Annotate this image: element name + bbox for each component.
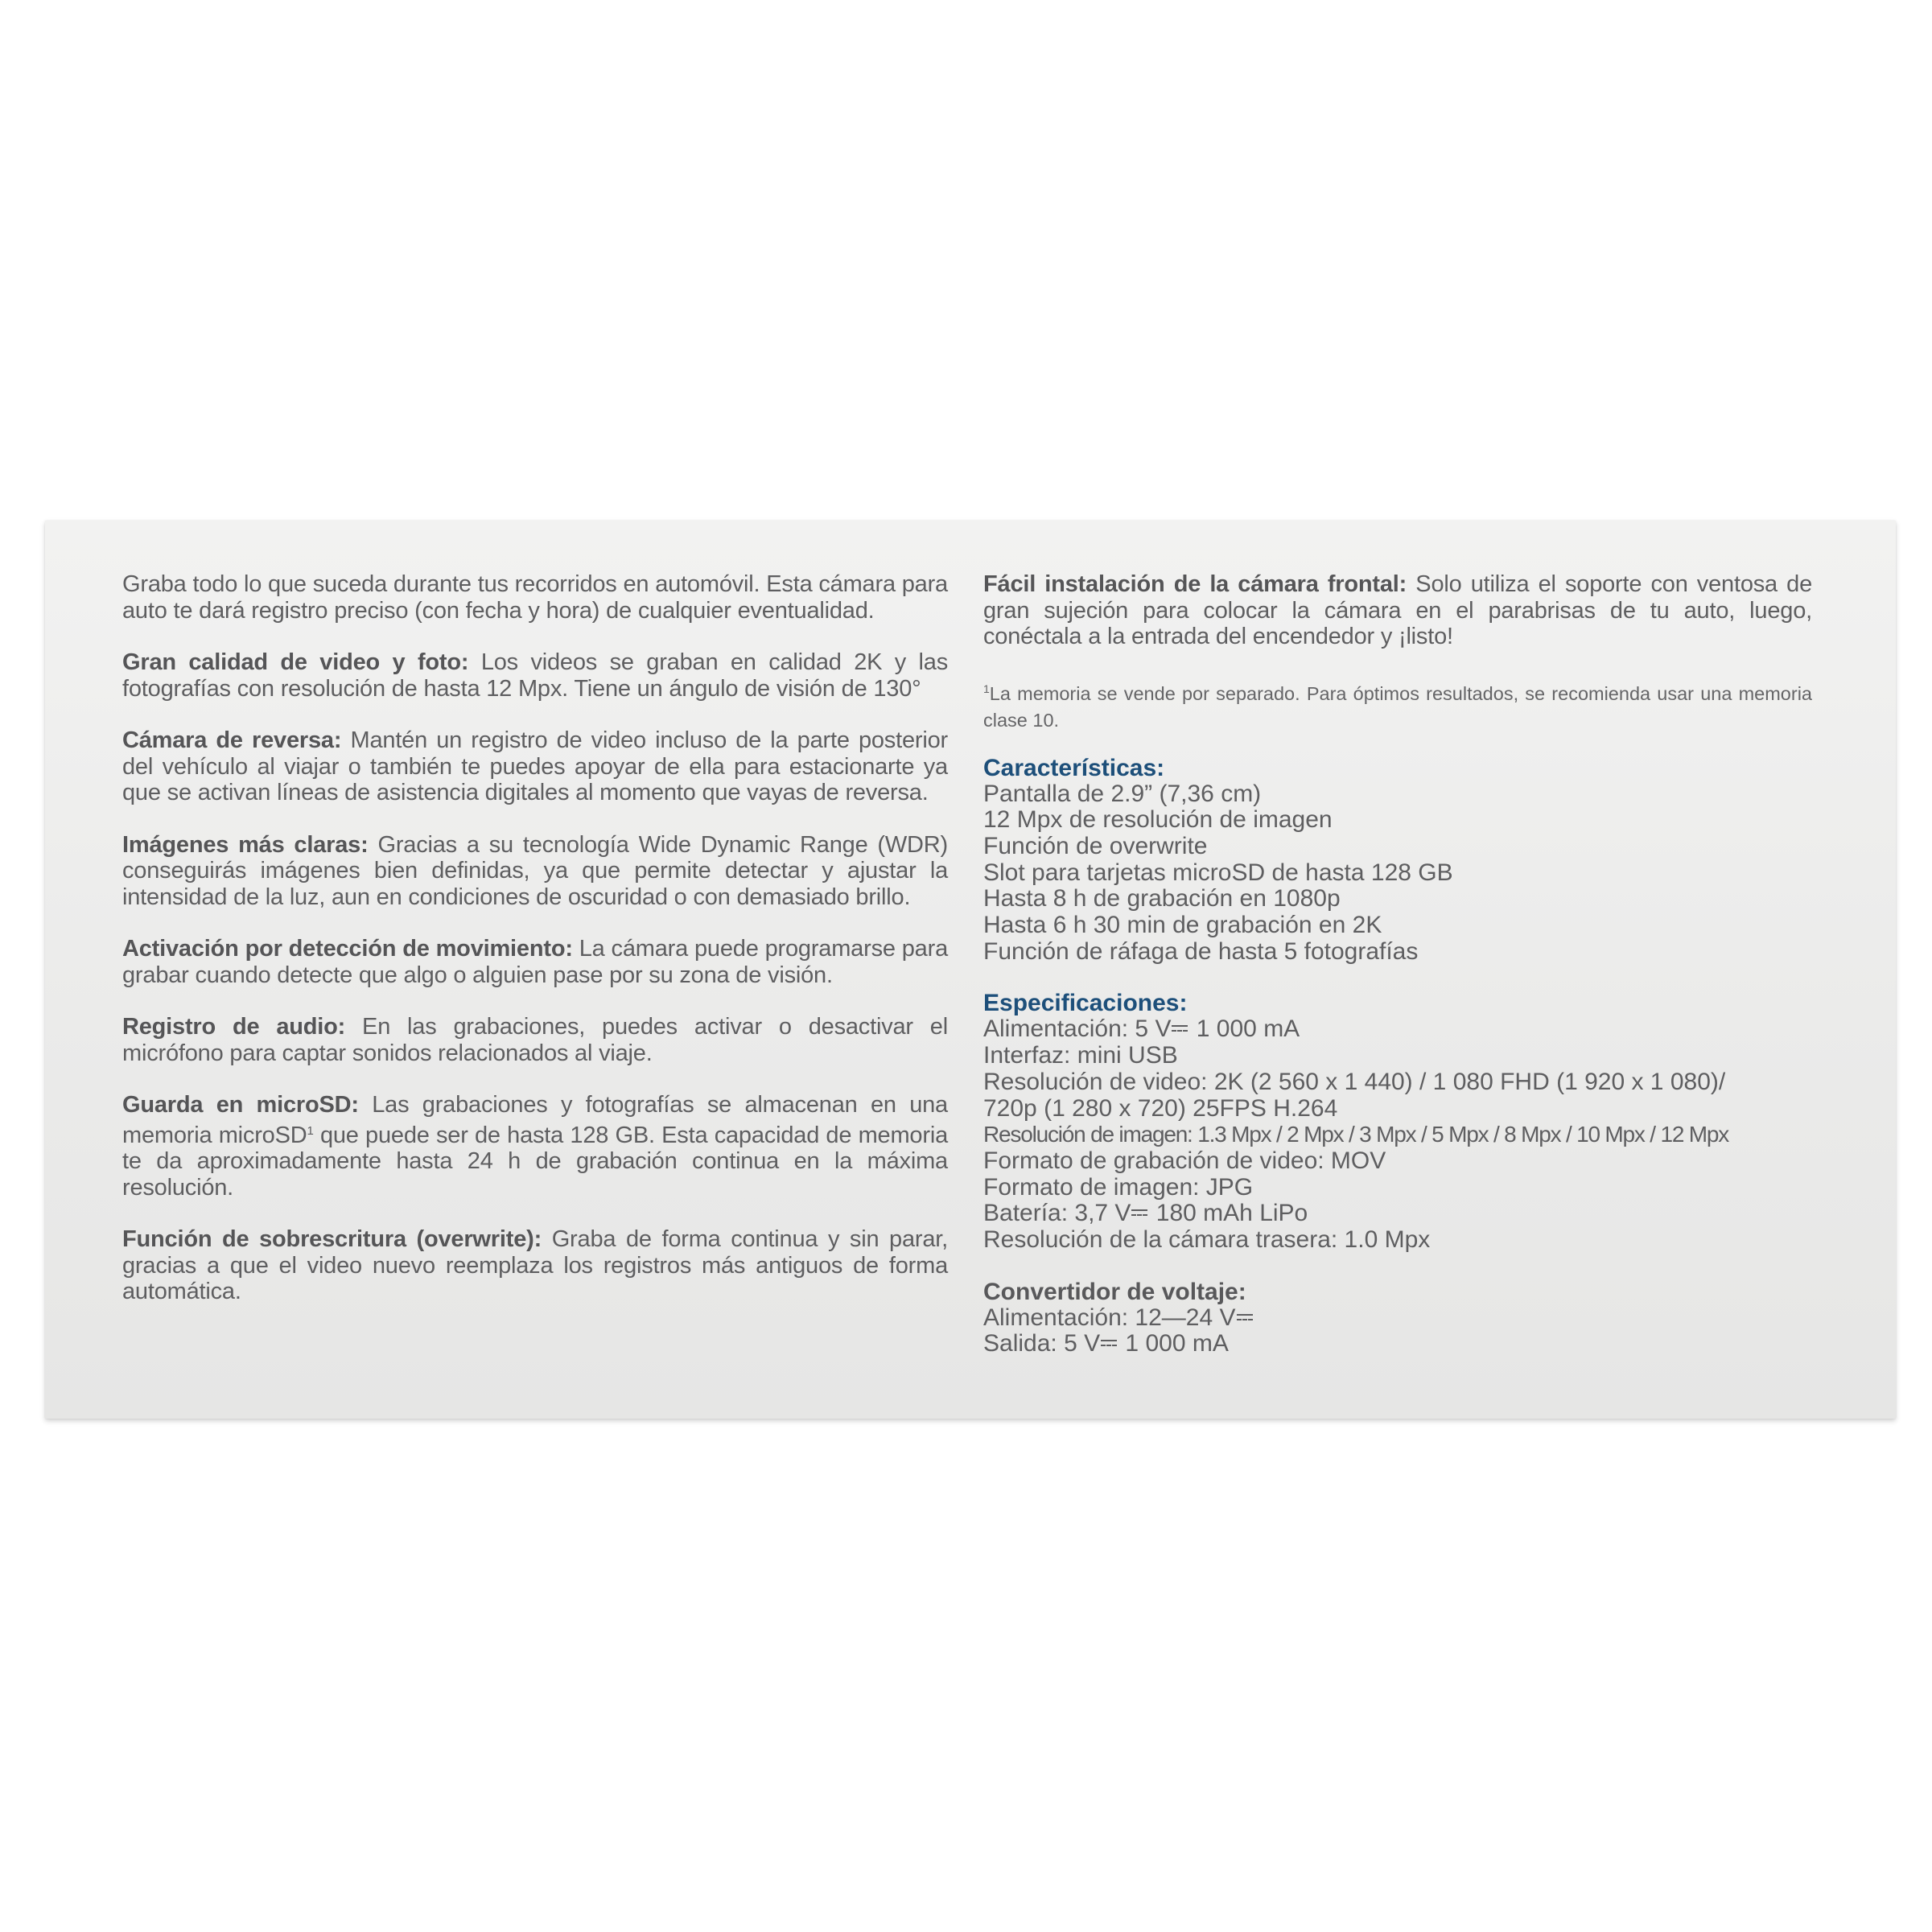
list-item: Hasta 8 h de grabación en 1080p	[983, 885, 1341, 912]
feature-text: Los videos se graban en calidad 2K y las fotografías con resolución de hasta 12 Mpx. Tiene un ángulo de visión de 130°	[122, 649, 948, 702]
feature-title: Fácil instalación de la cámara frontal:	[983, 571, 1407, 597]
spec-text: Batería: 3,7 V	[983, 1200, 1131, 1227]
spec-text: 180 mAh LiPo	[1149, 1200, 1308, 1227]
dc-voltage-icon	[1172, 1023, 1188, 1034]
especificaciones-list	[983, 1016, 1812, 1253]
feature-title: Cámara de reversa:	[122, 727, 342, 753]
convertidor-list	[983, 1305, 1812, 1357]
feature-text: Mantén un registro de video incluso de la parte posterior del vehículo al viajar o también te puedes apoyar de ella para estacionarte ya que se activan líneas de asistencia digitales al momento que vayas de reversa.	[122, 727, 948, 805]
especificaciones-title: Especificaciones:	[983, 990, 1188, 1017]
spec-image-resolution: Resolución de imagen: 1.3 Mpx / 2 Mpx / 3 Mpx / 5 Mpx / 8 Mpx / 10 Mpx / 12 Mpx	[983, 1122, 1729, 1147]
specs-column	[983, 571, 1812, 1382]
feature-title: Gran calidad de video y foto:	[122, 649, 469, 675]
dc-voltage-icon	[1131, 1207, 1147, 1218]
feature-title: Función de sobrescritura (overwrite):	[122, 1226, 542, 1252]
feature-title: Guarda en microSD:	[122, 1092, 359, 1118]
feature-reverse-camera	[122, 727, 948, 806]
spec-video-resolution: Resolución de video: 2K (2 560 x 1 440) / 1 080 FHD (1 920 x 1 080)/	[983, 1068, 1726, 1095]
feature-title: Activación por detección de movimiento:	[122, 936, 573, 962]
spec-text: Alimentación: 5 V	[983, 1015, 1172, 1043]
spec-video-format: Formato de grabación de video: MOV	[983, 1147, 1386, 1174]
list-item: Función de overwrite	[983, 832, 1208, 859]
converter-output	[983, 1331, 1812, 1357]
spec-text: 1 000 mA	[1118, 1330, 1229, 1357]
feature-text: Solo utiliza el soporte con ventosa de gran sujeción para colocar la cámara en el parabrisas de tu auto, luego, conéctala a la entrada del encendedor y ¡listo!	[983, 571, 1812, 649]
list-item: Pantalla de 2.9” (7,36 cm)	[983, 780, 1262, 807]
feature-text: En las grabaciones, puedes activar o desactivar el micrófono para captar sonidos relacionados al viaje.	[122, 1014, 948, 1066]
feature-text: Gracias a su tecnología Wide Dynamic Range (WDR) conseguirás imágenes bien definidas, ya que permite detectar y ajustar la intensidad de la luz, aun en condiciones de oscuridad o con demasiado brillo.	[122, 831, 948, 910]
spec-text: Salida: 5 V	[983, 1330, 1101, 1357]
list-item: Función de ráfaga de hasta 5 fotografías	[983, 937, 1419, 965]
feature-video-quality	[122, 649, 948, 702]
feature-text: La cámara puede programarse para grabar cuando detecte que algo o alguien pase por su zona de visión.	[122, 936, 948, 988]
list-item: Slot para tarjetas microSD de hasta 128 GB	[983, 859, 1453, 886]
caracteristicas-title: Características:	[983, 754, 1165, 781]
spec-interface: Interfaz: mini USB	[983, 1042, 1178, 1069]
feature-motion-detection	[122, 936, 948, 988]
footnote-marker: 1	[307, 1123, 314, 1138]
feature-title: Registro de audio:	[122, 1014, 346, 1040]
feature-text: Las grabaciones y fotografías se almacenan en una memoria microSD	[122, 1092, 948, 1148]
caracteristicas-list	[983, 781, 1812, 966]
spec-video-resolution-cont: 720p (1 280 x 720) 25FPS H.264	[983, 1094, 1338, 1122]
list-item: 12 Mpx de resolución de imagen	[983, 806, 1333, 834]
feature-text: que puede ser de hasta 128 GB. Esta capacidad de memoria te da aproximadamente hasta 24 h de grabación continua en la máxima resolución.	[122, 1122, 948, 1201]
convertidor-title: Convertidor de voltaje:	[983, 1278, 1246, 1305]
spec-text: 1 000 mA	[1189, 1015, 1300, 1043]
footnote	[983, 676, 1812, 734]
feature-title: Imágenes más claras:	[122, 831, 369, 858]
feature-wdr	[122, 832, 948, 911]
spec-battery	[983, 1201, 1812, 1227]
footnote-marker: 1	[983, 682, 990, 695]
spec-rear-camera: Resolución de la cámara trasera: 1.0 Mpx	[983, 1226, 1431, 1254]
description-column	[122, 571, 948, 1331]
feature-audio	[122, 1014, 948, 1066]
feature-text: Graba de forma continua y sin parar, gracias a que el video nuevo reemplaza los registros más antiguos de forma automática.	[122, 1226, 948, 1304]
feature-microsd	[122, 1092, 948, 1201]
footnote-text: La memoria se vende por separado. Para óptimos resultados, se recomienda usar una memoria clase 10.	[983, 682, 1812, 731]
dc-voltage-icon	[1101, 1337, 1117, 1349]
converter-input	[983, 1305, 1812, 1332]
spec-panel	[45, 521, 1896, 1419]
list-item: Hasta 6 h 30 min de grabación en 2K	[983, 912, 1382, 939]
spec-image-format: Formato de imagen: JPG	[983, 1173, 1254, 1201]
spec-power	[983, 1016, 1812, 1043]
feature-installation	[983, 571, 1812, 650]
dc-voltage-icon	[1237, 1312, 1253, 1323]
spec-text: Alimentación: 12—24 V	[983, 1304, 1236, 1331]
intro-paragraph: Graba todo lo que suceda durante tus recorridos en automóvil. Esta cámara para auto te dará registro preciso (con fecha y hora) de cualquier eventualidad.	[122, 571, 948, 624]
feature-overwrite	[122, 1226, 948, 1305]
